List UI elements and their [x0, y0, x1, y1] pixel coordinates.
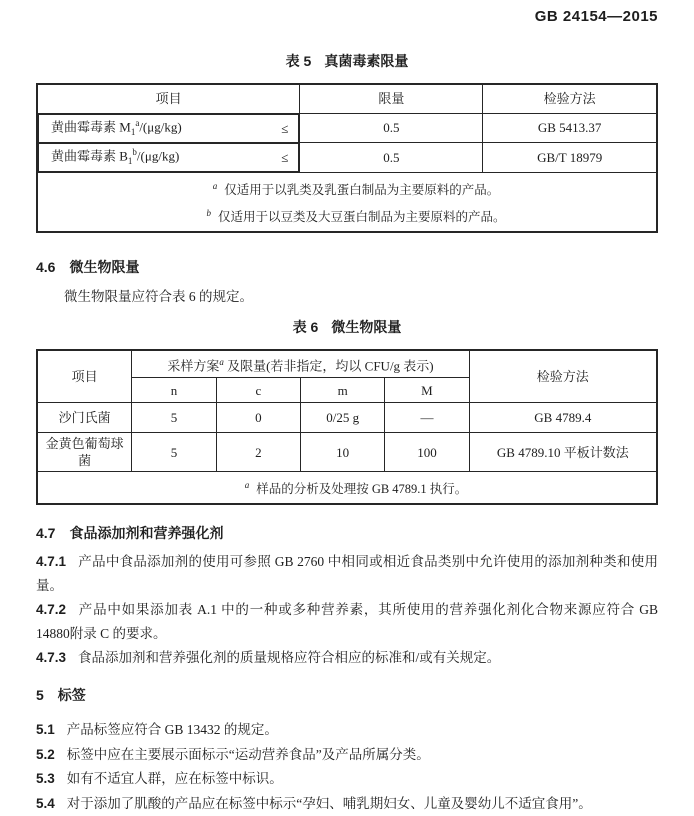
clause-number: 4.7.2 — [36, 602, 67, 618]
table6 — [36, 349, 658, 506]
table5 — [36, 83, 658, 233]
table6-row1-n: 5 — [132, 403, 216, 433]
table6-row1-M: — — [385, 403, 469, 433]
table6-title-label: 表 6 — [292, 318, 319, 335]
table6-title — [36, 319, 658, 335]
clause-text: 产品中食品添加剂的使用可参照 GB 2760 中相同或相近食品类别中允许使用的添加剂种类和使用量。 — [36, 554, 658, 594]
table5-row2-limit: 0.5 — [300, 143, 483, 173]
table5-header-item: 项目 — [37, 84, 300, 113]
section-4-7-heading — [36, 525, 658, 542]
table5-header-row — [37, 84, 657, 113]
footnote-b: $^b$ 仅适用于以豆类及大豆蛋白制品为主要原料的产品。 — [206, 207, 506, 224]
clause-number: 5.2 — [36, 746, 55, 762]
clause-4-7-3 — [36, 646, 658, 670]
clause-4-7-1 — [36, 550, 658, 598]
clause-5-4 — [36, 792, 658, 816]
clause-number: 5.1 — [36, 722, 55, 738]
clause-5-1 — [36, 718, 658, 743]
table5-row2-item — [38, 143, 299, 172]
section-number: 4.7 — [36, 525, 56, 542]
table6-row1-item: 沙门氏菌 — [37, 403, 132, 433]
table6-row1-c: 0 — [216, 403, 300, 433]
clause-number: 5.3 — [36, 771, 55, 787]
footnote-a: $^a$ 样品的分析及处理按 GB 4789.1 执行。 — [244, 480, 468, 497]
table5-row1-method: GB 5413.37 — [483, 113, 657, 143]
analyte-name: 黄曲霉毒素 $B_1^b/(\mu g/kg)$ — [51, 147, 180, 166]
clause-number: 4.7.1 — [36, 554, 67, 570]
table6-row1-method: GB 4789.4 — [469, 403, 657, 433]
table6-header-item: 项目 — [37, 350, 132, 403]
less-equal-symbol: ≤ — [281, 120, 289, 136]
table6-header-m: m — [300, 378, 384, 403]
table6-row2-c: 2 — [216, 433, 300, 472]
clause-text: 对于添加了肌酸的产品应在标签中标示“孕妇、哺乳期妇女、儿童及婴幼儿不适宜食用”。 — [66, 795, 592, 811]
table5-title-label: 表 5 — [285, 53, 312, 69]
table6-header-M: M — [385, 378, 469, 403]
table5-title-text: 真菌毒素限量 — [324, 53, 409, 69]
table5-footnotes — [37, 172, 657, 232]
table5-row2-method: GB/T 18979 — [483, 143, 657, 173]
clause-text: 食品添加剂和营养强化剂的质量规格应符合相应的标准和/或有关规定。 — [78, 650, 501, 666]
clause-text: 标签中应在主要展示面标示“运动营养食品”及产品所属分类。 — [66, 746, 430, 762]
clause-number: 5.4 — [36, 795, 55, 811]
table6-footnote-row — [37, 472, 657, 505]
table6-header-n: n — [132, 378, 216, 403]
table-row — [37, 143, 657, 173]
table-row — [37, 113, 657, 143]
table-row — [37, 433, 657, 472]
section-title: 微生物限量 — [69, 258, 140, 275]
section-number: 4.6 — [36, 258, 56, 275]
table5-title — [36, 53, 658, 69]
table6-title-text: 微生物限量 — [331, 318, 402, 335]
clause-text: 产品标签应符合 GB 13432 的规定。 — [66, 722, 278, 738]
footnote-a: $^a$ 仅适用于以乳类及乳蛋白制品为主要原料的产品。 — [212, 180, 500, 197]
table5-header-method: 检验方法 — [483, 84, 657, 113]
table5-header-limit: 限量 — [300, 84, 483, 113]
analyte-name: 黄曲霉毒素 $M_1^a/(\mu g/kg)$ — [51, 118, 182, 137]
table6-header-row1 — [37, 350, 657, 378]
section-4-6-heading — [36, 259, 658, 276]
table6-row2-n: 5 — [132, 433, 216, 472]
table6-row2-method: GB 4789.10 平板计数法 — [469, 433, 657, 472]
clause-number: 4.7.3 — [36, 650, 67, 666]
table6-header-method: 检验方法 — [469, 350, 657, 403]
table6-header-sampling: 采样方案$^a$ 及限量(若非指定，均以 CFU/g 表示) — [132, 350, 469, 378]
table-row — [37, 403, 657, 433]
clause-5-3 — [36, 767, 658, 792]
section-title: 标签 — [57, 687, 86, 704]
section-5-heading — [36, 687, 658, 704]
table6-row1-m: 0/25 g — [300, 403, 384, 433]
section-title: 食品添加剂和营养强化剂 — [69, 525, 224, 542]
table5-footnote-row — [37, 172, 657, 232]
clause-text: 产品中如果添加表 A.1 中的一种或多种营养素，其所使用的营养强化剂化合物来源应符合 GB 14880附录 C 的要求。 — [36, 602, 658, 642]
table6-row2-item: 金黄色葡萄球菌 — [37, 433, 132, 472]
doc-number: GB 24154—2015 — [534, 8, 658, 25]
clause-4-7-2 — [36, 598, 658, 646]
less-equal-symbol: ≤ — [281, 149, 289, 165]
clause-5-2 — [36, 743, 658, 768]
clause-text: 如有不适宜人群，应在标签中标识。 — [66, 771, 283, 787]
table6-header-c: c — [216, 378, 300, 403]
table5-row1-item — [38, 114, 299, 143]
table6-footnote — [37, 472, 657, 505]
table6-row2-M: 100 — [385, 433, 469, 472]
section-4-6-body: 微生物限量应符合表 6 的规定。 — [64, 288, 253, 304]
section-number: 5 — [36, 687, 44, 704]
table6-row2-m: 10 — [300, 433, 384, 472]
table5-row1-limit: 0.5 — [300, 113, 483, 143]
